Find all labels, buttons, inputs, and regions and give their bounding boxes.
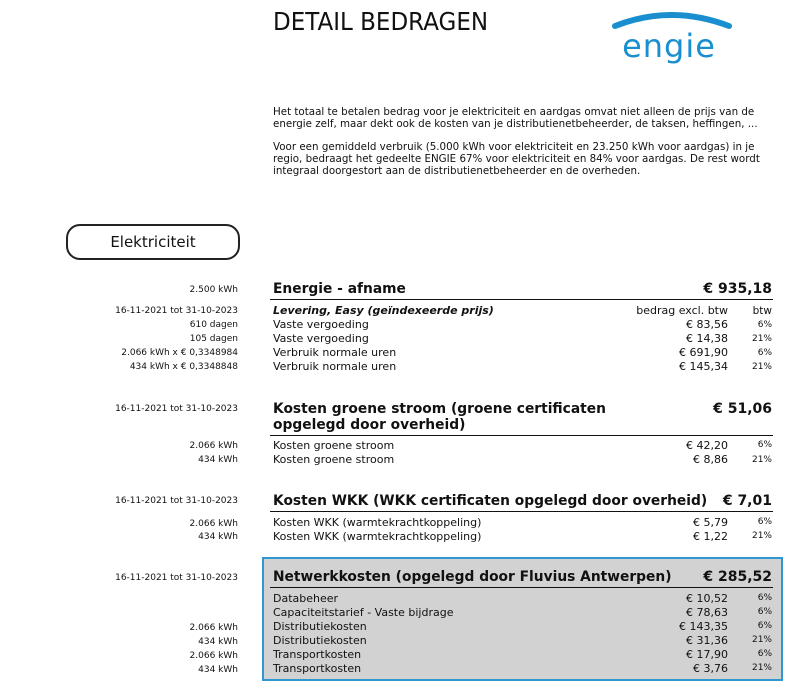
row-vat: 6% [757,440,772,450]
row-label: Databeheer [273,592,339,605]
netwerk-period: 16-11-2021 tot 31-10-2023 [115,573,238,583]
row-meta: 434 kWh [198,532,238,542]
row-meta: 434 kWh [198,455,238,465]
logo-arc [615,15,729,26]
row-vat: 6% [757,607,772,617]
row-amount: € 78,63 [686,606,728,619]
row-label: Distributiekosten [273,634,367,647]
wkk-title: Kosten WKK (WKK certificaten opgelegd door overheid) [273,493,708,509]
energie-product: Levering, Easy (geïndexeerde prijs) [273,304,494,317]
divider [270,435,773,436]
row-vat: 21% [751,531,772,541]
row-vat: 6% [757,593,772,603]
engie-logo [601,12,741,67]
row-label: Kosten WKK (warmtekrachtkoppeling) [273,530,482,543]
row-amount: € 31,36 [686,634,728,647]
tab-elektriciteit[interactable]: Elektriciteit [66,224,240,260]
row-vat: 21% [751,362,772,372]
row-label: Capaciteitstarief - Vaste bijdrage [273,606,454,619]
row-meta: 2.066 kWh [189,651,238,661]
row-meta: 105 dagen [189,334,238,344]
netwerk-title: Netwerkkosten (opgelegd door Fluvius Antwerpen) [273,569,672,585]
row-meta: 2.066 kWh x € 0,3348984 [121,348,238,358]
netwerk-total: € 285,52 [703,569,772,585]
row-meta: 434 kWh [198,637,238,647]
divider [270,299,773,300]
col-header-amount: bedrag excl. btw [636,304,728,317]
row-vat: 21% [751,635,772,645]
energie-title: Energie - afname [273,281,406,297]
row-amount: € 145,34 [679,360,728,373]
row-meta: 2.066 kWh [189,519,238,529]
row-amount: € 691,90 [679,346,728,359]
row-meta: 434 kWh x € 0,3348848 [129,362,238,372]
page-title: DETAIL BEDRAGEN [273,7,489,36]
row-label: Kosten WKK (warmtekrachtkoppeling) [273,516,482,529]
wkk-period: 16-11-2021 tot 31-10-2023 [115,496,238,506]
intro-paragraph-2: Voor een gemiddeld verbruik (5.000 kWh voor elektriciteit en 23.250 kWh voor aardgas) in je regio, bedraagt het gedeelte ENGIE 67% voor elektriciteit en 84% voor aardgas. De rest wordt integraal doorgestort aan de distributienetbeheerder en de overheden. [273,141,760,177]
row-vat: 6% [757,348,772,358]
row-meta: 610 dagen [189,320,238,330]
groene-total: € 51,06 [713,401,772,417]
row-vat: 6% [757,320,772,330]
row-label: Vaste vergoeding [273,332,369,345]
row-amount: € 1,22 [693,530,728,543]
energie-period: 16-11-2021 tot 31-10-2023 [115,306,238,316]
row-amount: € 10,52 [686,592,728,605]
row-amount: € 42,20 [686,439,728,452]
row-vat: 21% [751,663,772,673]
groene-period: 16-11-2021 tot 31-10-2023 [115,404,238,414]
row-meta: 2.066 kWh [189,441,238,451]
row-label: Transportkosten [273,648,362,661]
row-meta: 434 kWh [198,665,238,675]
col-header-vat: btw [752,305,772,317]
row-label: Transportkosten [273,662,362,675]
row-label: Vaste vergoeding [273,318,369,331]
row-vat: 6% [757,649,772,659]
row-meta: 2.066 kWh [189,623,238,633]
row-label: Distributiekosten [273,620,367,633]
intro-paragraph-1: Het totaal te betalen bedrag voor je elektriciteit en aardgas omvat niet alleen de prijs van de energie zelf, maar dekt ook de kosten van je distributienetbeheerder, de taksen, heffingen, ... [273,106,758,130]
row-label: Verbruik normale uren [273,346,397,359]
row-amount: € 83,56 [686,318,728,331]
row-label: Kosten groene stroom [273,453,395,466]
divider [270,511,773,512]
row-amount: € 143,35 [679,620,728,633]
row-vat: 6% [757,621,772,631]
logo-text: engie [622,27,716,65]
row-amount: € 3,76 [693,662,728,675]
row-vat: 6% [757,517,772,527]
row-vat: 21% [751,455,772,465]
row-amount: € 14,38 [686,332,728,345]
wkk-total: € 7,01 [722,493,772,509]
groene-title: Kosten groene stroom (groene certificaten opgelegd door overheid) [273,401,606,433]
energie-total: € 935,18 [703,281,772,297]
divider [270,587,773,588]
row-amount: € 8,86 [693,453,728,466]
row-amount: € 17,90 [686,648,728,661]
row-label: Verbruik normale uren [273,360,397,373]
row-amount: € 5,79 [693,516,728,529]
energie-volume: 2.500 kWh [189,285,238,295]
row-label: Kosten groene stroom [273,439,395,452]
row-vat: 21% [751,334,772,344]
